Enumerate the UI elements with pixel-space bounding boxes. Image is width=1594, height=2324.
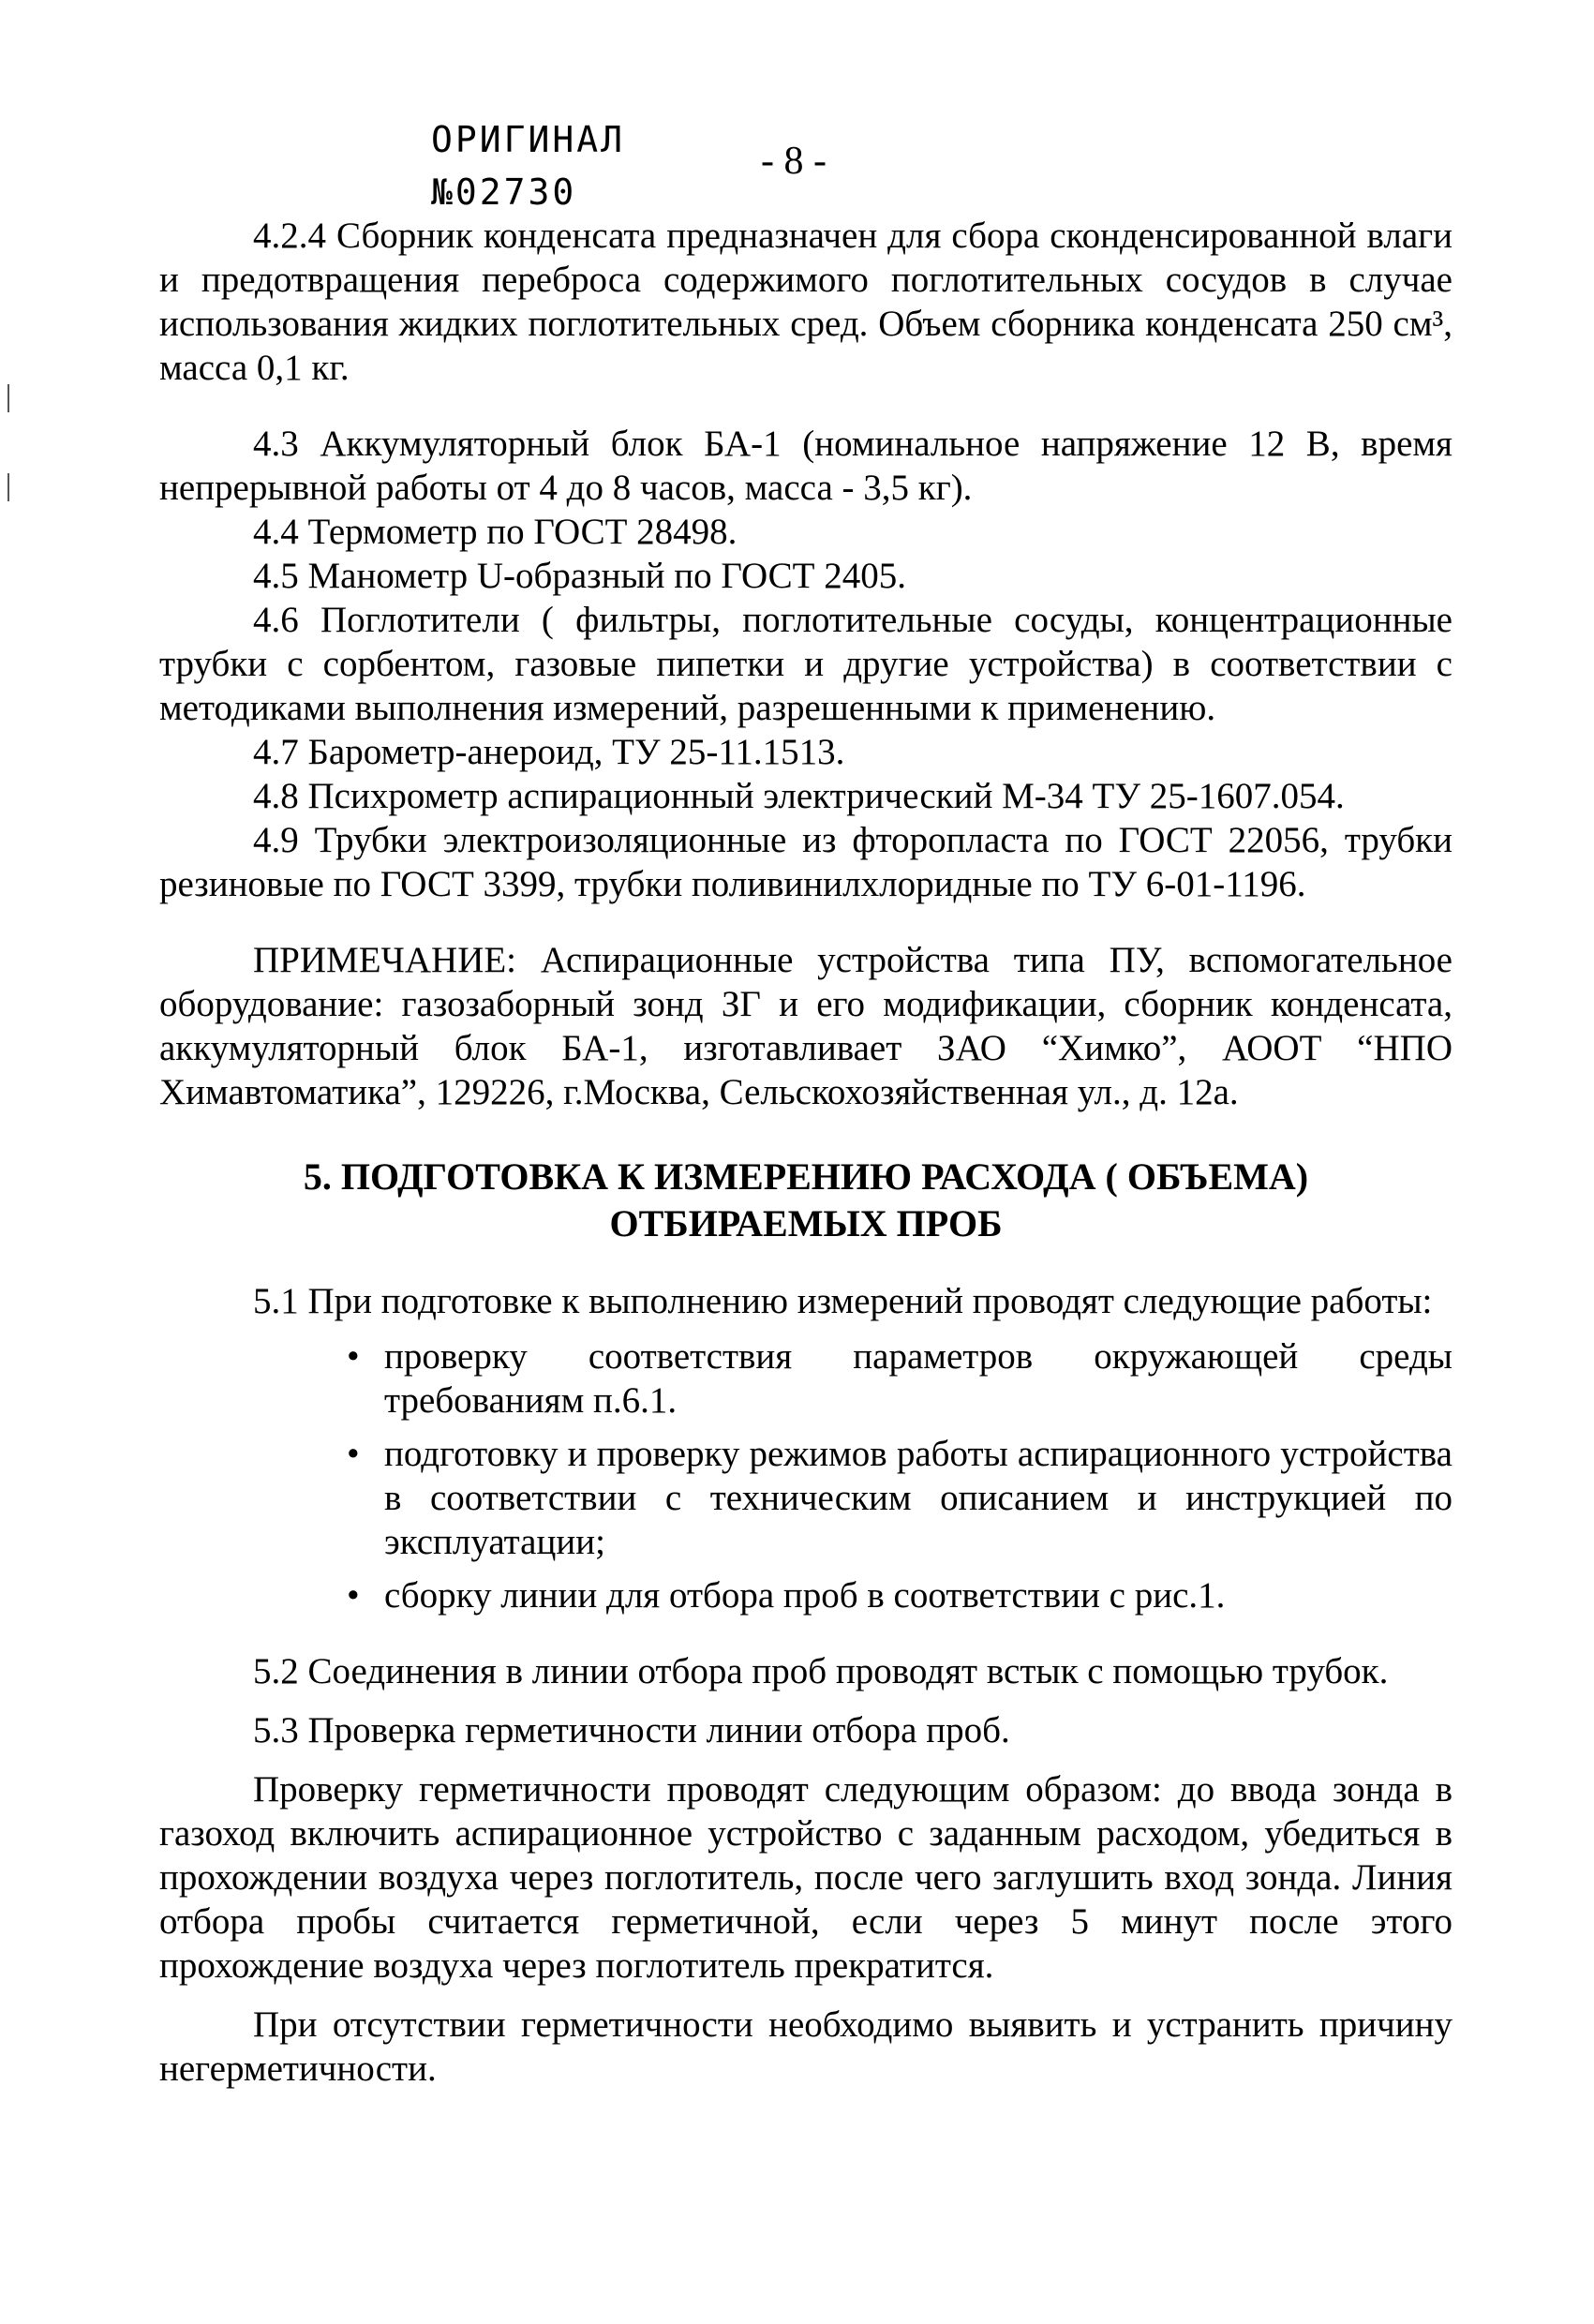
list-item — [347, 1334, 1452, 1423]
paragraph-5-3-remedy: При отсутствии герметичности необходимо выявить и устранить причину негерметичности. — [159, 2004, 1452, 2089]
scan-margin-mark — [7, 384, 9, 412]
list-item-text: сборку линии для отбора проб в соответствии с рис.1. — [384, 1575, 1226, 1616]
bullet-icon: • — [347, 1434, 360, 1474]
list-item-text: проверку соответствия параметров окружающей среды требованиям п.6.1. — [384, 1336, 1452, 1421]
paragraph-4-8: 4.8 Психрометр аспирационный электрический М-34 ТУ 25-1607.054. — [253, 776, 1345, 816]
bullet-icon: • — [347, 1336, 360, 1377]
paragraph-4-4: 4.4 Термометр по ГОСТ 28498. — [253, 512, 737, 552]
paragraph-5-1: 5.1 При подготовке к выполнению измерений проводят следующие работы: — [253, 1281, 1433, 1321]
scan-margin-mark — [7, 473, 9, 501]
list-item-text: подготовку и проверку режимов работы аспирационного устройства в соответствии с техническим описанием и инструкцией по эксплуатации; — [384, 1434, 1452, 1562]
list-item — [347, 1432, 1452, 1564]
document-body — [159, 214, 1452, 2091]
paragraph-5-3-procedure: Проверку герметичности проводят следующим образом: до ввода зонда в газоход включить аспирационное устройство с заданным расходом, убедиться в прохождении воздуха через поглотитель, после чего заглушить вход зонда. Линия отбора пробы считается герметичной, если через 5 минут после этого прохождение воздуха через поглотитель прекратится. — [159, 1769, 1452, 1986]
paragraph-4-9: 4.9 Трубки электроизоляционные из фторопласта по ГОСТ 22056, трубки резиновые по ГОСТ 3399, трубки поливинилхлоридные по ТУ 6-01-1196. — [159, 820, 1452, 904]
paragraph-5-3: 5.3 Проверка герметичности линии отбора проб. — [253, 1710, 1010, 1750]
paragraph-4-3: 4.3 Аккумуляторный блок БА-1 (номинальное напряжение 12 В, время непрерывной работы от 4 до 8 часов, масса - 3,5 кг). — [159, 424, 1452, 508]
paragraph-5-2: 5.2 Соединения в линии отбора проб проводят встык с помощью трубок. — [253, 1651, 1389, 1691]
section-5-heading — [159, 1154, 1452, 1247]
original-stamp-label: ОРИГИНАЛ — [431, 119, 626, 160]
original-stamp-number: №02730 — [431, 171, 577, 213]
paragraph-4-5: 4.5 Манометр U-образный по ГОСТ 2405. — [253, 556, 906, 596]
paragraph-4-7: 4.7 Барометр-анероид, ТУ 25-11.1513. — [253, 732, 845, 772]
section-5-heading-line1: 5. ПОДГОТОВКА К ИЗМЕРЕНИЮ РАСХОДА ( ОБЪЕМА) — [303, 1155, 1309, 1198]
paragraph-4-2-4: 4.2.4 Сборник конденсата предназначен для сбора сконденсированной влаги и предотвращения переброса содержимого поглотительных сосудов в случае использования жидких поглотительных сред. Объем сборника конденсата 250 см³, масса 0,1 кг. — [159, 216, 1452, 388]
paragraph-4-6: 4.6 Поглотители ( фильтры, поглотительные сосуды, концентрационные трубки с сорбентом, газовые пипетки и другие устройства) в соответствии с методиками выполнения измерений, разрешенными к применению. — [159, 600, 1452, 728]
list-item — [347, 1573, 1452, 1617]
bullet-icon: • — [347, 1575, 360, 1616]
section-5-heading-line2: ОТБИРАЕМЫХ ПРОБ — [609, 1202, 1003, 1244]
note-paragraph: ПРИМЕЧАНИЕ: Аспирационные устройства типа ПУ, вспомогательное оборудование: газозаборный зонд ЗГ и его модификации, сборник конденсата, аккумуляторный блок БА-1, изготавливает ЗАО “Химко”, АООТ “НПО Химавтоматика”, 129226, г.Москва, Сельскохозяйственная ул., д. 12а. — [159, 940, 1452, 1112]
page-number: - 8 - — [761, 140, 827, 183]
work-list — [159, 1334, 1452, 1617]
